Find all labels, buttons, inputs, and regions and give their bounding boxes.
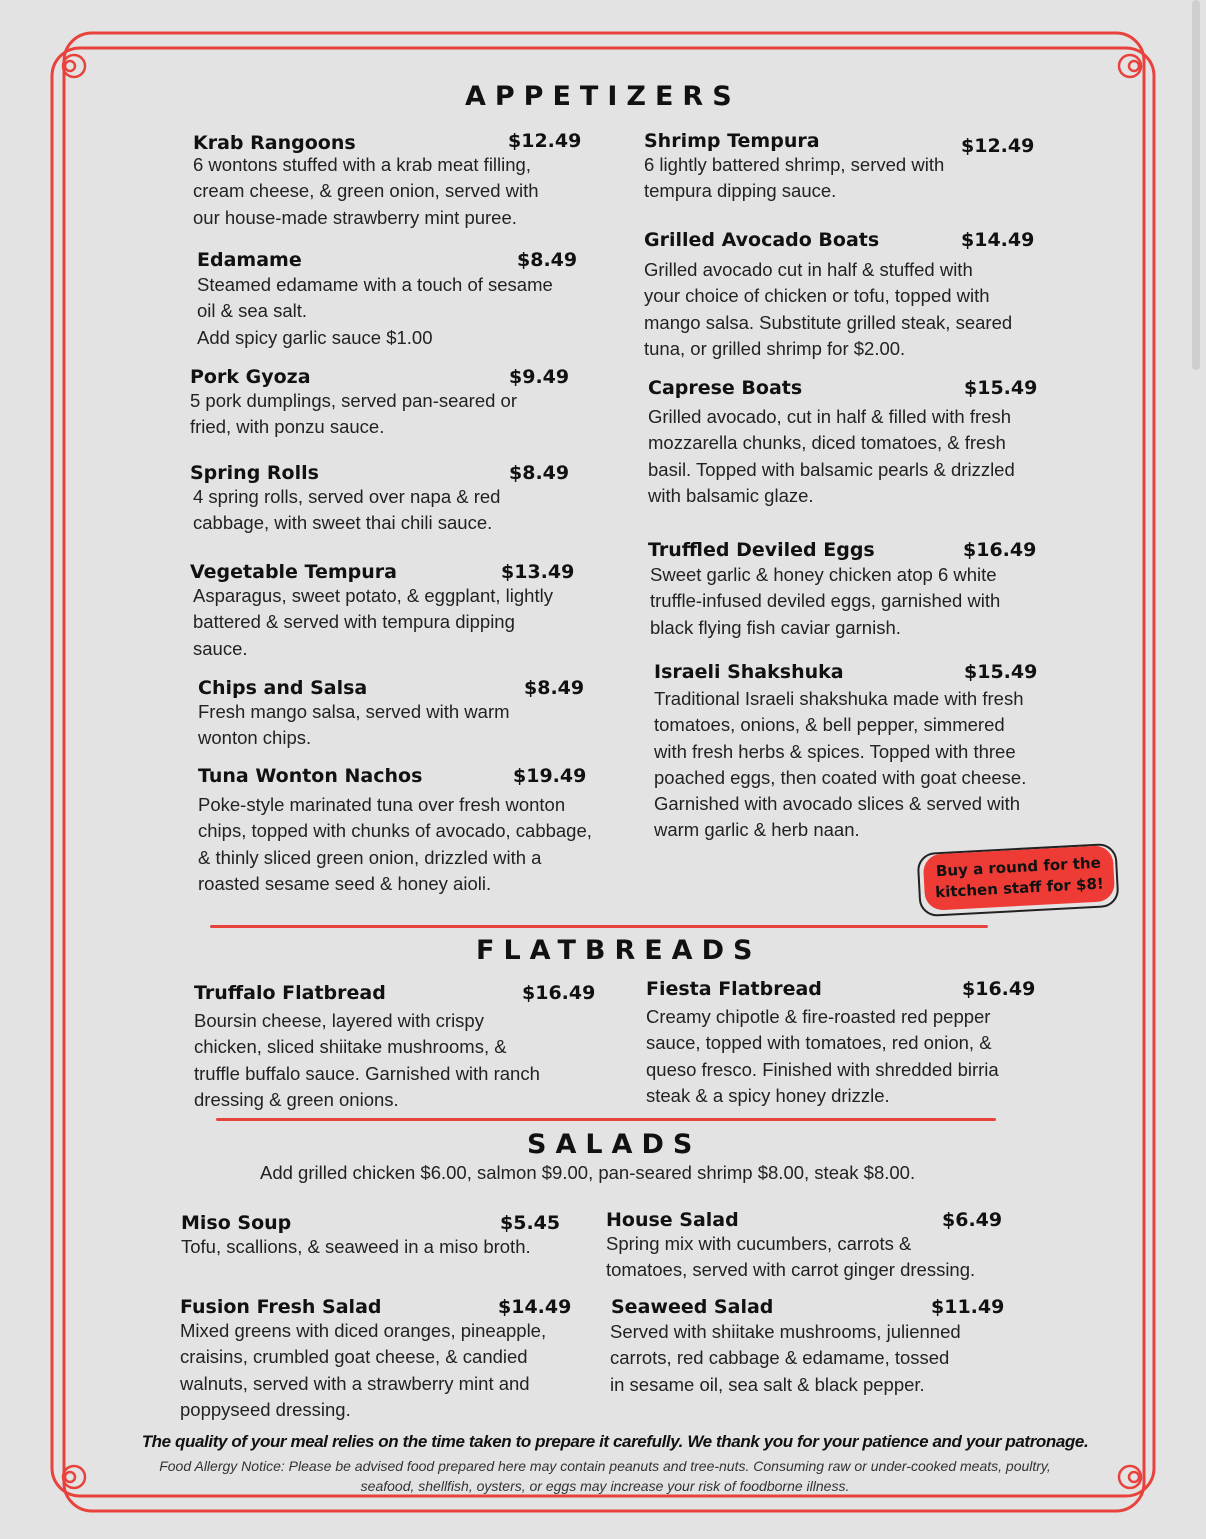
item-description: Asparagus, sweet potato, & eggplant, lightly battered & served with tempura dipping sauce.	[193, 585, 553, 659]
item-price: $5.45	[500, 1212, 561, 1234]
item-price: $15.49	[964, 377, 1038, 399]
item-price: $16.49	[963, 539, 1037, 561]
item-price: $16.49	[962, 978, 1036, 1000]
item-description: Grilled avocado, cut in half & filled with fresh mozzarella chunks, diced tomatoes, & fresh basil. Topped with balsamic pearls & drizzled with balsamic glaze.	[648, 406, 1015, 506]
food-allergy-notice: Food Allergy Notice: Please be advised food prepared here may contain peanuts and tree-nuts. Consuming raw or under-cooked meats, poultry, seafood, shellfish, oysters, or eggs may increase your risk of foodborne illness.	[159, 1458, 1051, 1494]
item-price: $15.49	[964, 661, 1038, 683]
item-name: Edamame	[197, 249, 302, 271]
item-description: Boursin cheese, layered with crispy chicken, sliced shiitake mushrooms, & truffle buffalo sauce. Garnished with ranch dressing & green onions.	[194, 1010, 540, 1110]
salads-title: SALADS	[527, 1129, 702, 1160]
item-name: Chips and Salsa	[198, 677, 368, 699]
item-description: Spring mix with cucumbers, carrots & tomatoes, served with carrot ginger dressing.	[606, 1233, 976, 1281]
item-description: Grilled avocado cut in half & stuffed with your choice of chicken or tofu, topped with mango salsa. Substitute grilled steak, seared tuna, or grilled shrimp for $2.00.	[644, 259, 1013, 359]
appetizers-title: APPETIZERS	[465, 81, 741, 112]
item-description: Creamy chipotle & fire-roasted red pepper sauce, topped with tomatoes, red onion, & queso fresco. Finished with shredded birria steak & a spicy honey drizzle.	[646, 1006, 999, 1106]
item-description: 6 lightly battered shrimp, served with tempura dipping sauce.	[644, 154, 945, 202]
salads-addons: Add grilled chicken $6.00, salmon $9.00, pan-seared shrimp $8.00, steak $8.00.	[260, 1162, 916, 1183]
item-price: $12.49	[961, 135, 1035, 157]
item-name: Seaweed Salad	[611, 1296, 774, 1318]
item-description: Traditional Israeli shakshuka made with fresh tomatoes, onions, & bell pepper, simmered with fresh herbs & spices. Topped with three poached eggs, then coated with goat cheese. Garnished with avocado slices & served with warm garlic & herb naan.	[654, 688, 1027, 841]
item-description: Steamed edamame with a touch of sesame oil & sea salt. Add spicy garlic sauce $1.00	[197, 274, 553, 348]
item-price: $8.49	[524, 677, 585, 699]
kitchen-staff-promo-badge	[917, 843, 1120, 915]
quality-statement: The quality of your meal relies on the time taken to prepare it carefully. We thank you for your patience and your patronage.	[141, 1432, 1089, 1451]
item-price: $12.49	[508, 130, 582, 152]
item-name: Tuna Wonton Nachos	[198, 765, 423, 787]
item-name: Krab Rangoons	[193, 132, 356, 154]
item-name: Israeli Shakshuka	[654, 661, 844, 683]
item-description: Tofu, scallions, & seaweed in a miso broth.	[181, 1236, 531, 1257]
item-description: 4 spring rolls, served over napa & red cabbage, with sweet thai chili sauce.	[193, 486, 501, 534]
flatbreads-title: FLATBREADS	[476, 935, 762, 966]
item-price: $19.49	[513, 765, 587, 787]
item-name: Caprese Boats	[648, 377, 803, 399]
item-price: $14.49	[961, 229, 1035, 251]
item-description: 5 pork dumplings, served pan-seared or fried, with ponzu sauce.	[190, 390, 518, 438]
item-name: Shrimp Tempura	[644, 130, 820, 152]
item-description: Served with shiitake mushrooms, julienned carrots, red cabbage & edamame, tossed in sesame oil, sea salt & black pepper.	[610, 1321, 961, 1395]
scrollbar[interactable]	[1192, 0, 1200, 370]
item-description: Mixed greens with diced oranges, pineapple, craisins, crumbled goat cheese, & candied walnuts, served with a strawberry mint and poppyseed dressing.	[180, 1320, 547, 1420]
item-name: Truffalo Flatbread	[194, 982, 386, 1004]
section-divider	[210, 925, 988, 928]
item-price: $9.49	[509, 366, 570, 388]
item-description: Sweet garlic & honey chicken atop 6 white truffle-infused deviled eggs, garnished with black flying fish caviar garnish.	[650, 564, 1001, 638]
item-name: Spring Rolls	[190, 462, 319, 484]
item-name: Grilled Avocado Boats	[644, 229, 880, 251]
item-description: 6 wontons stuffed with a krab meat filling, cream cheese, & green onion, served with our house-made strawberry mint puree.	[193, 154, 539, 228]
item-name: Miso Soup	[181, 1212, 292, 1234]
item-price: $8.49	[509, 462, 570, 484]
item-description: Fresh mango salsa, served with warm wonton chips.	[198, 701, 510, 749]
item-name: Vegetable Tempura	[190, 561, 397, 583]
item-description: Poke-style marinated tuna over fresh wonton chips, topped with chunks of avocado, cabbage, & thinly sliced green onion, drizzled with a roasted sesame seed & honey aioli.	[198, 794, 592, 894]
item-price: $6.49	[942, 1209, 1003, 1231]
item-price: $8.49	[517, 249, 578, 271]
item-price: $13.49	[501, 561, 575, 583]
promo-text: Buy a round for the kitchen staff for $8!	[923, 845, 1116, 911]
item-name: Pork Gyoza	[190, 366, 311, 388]
item-name: Truffled Deviled Eggs	[648, 539, 875, 561]
section-divider	[216, 1118, 996, 1121]
item-name: House Salad	[606, 1209, 739, 1231]
item-price: $16.49	[522, 982, 596, 1004]
item-price: $11.49	[931, 1296, 1005, 1318]
item-price: $14.49	[498, 1296, 572, 1318]
item-name: Fiesta Flatbread	[646, 978, 822, 1000]
item-name: Fusion Fresh Salad	[180, 1296, 382, 1318]
